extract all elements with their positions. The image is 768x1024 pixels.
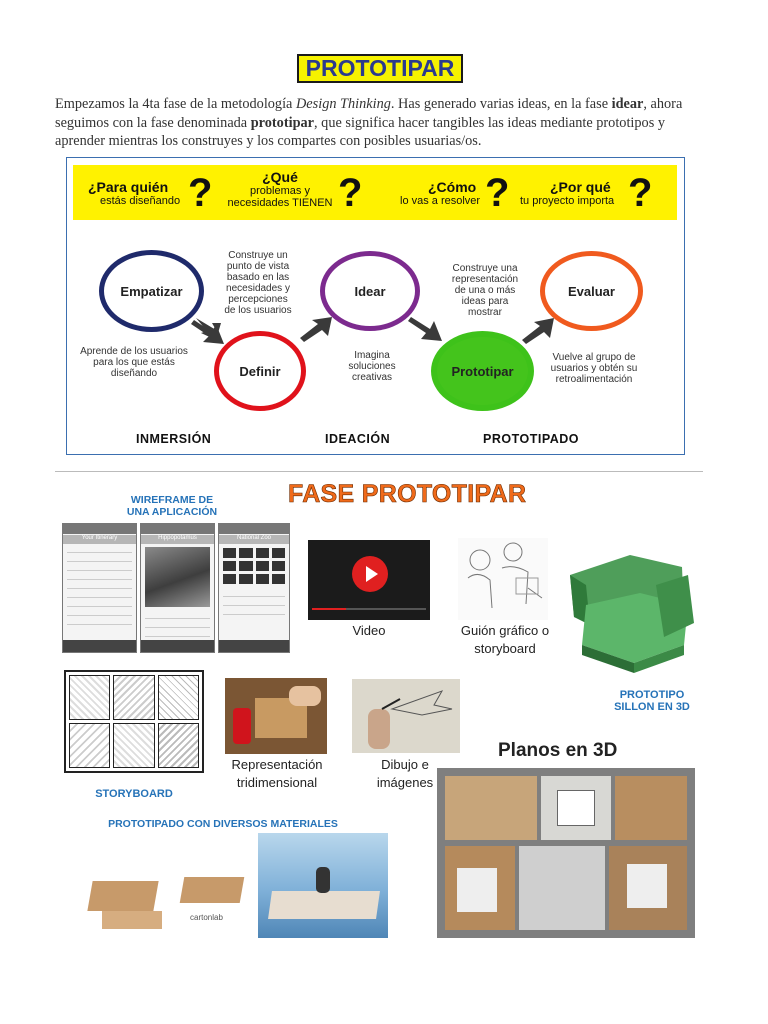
note-definir: Construye un punto de vista basado en las necesidades y percepciones de los usuarios — [224, 250, 292, 316]
intro-bold-prototipar: prototipar — [250, 114, 315, 131]
cardboard-boats-image — [72, 833, 258, 938]
dibujo-image — [352, 679, 460, 753]
gallery-title: FASE PROTOTIPAR — [288, 480, 527, 508]
caption-wireframe: WIREFRAME DE UNA APLICACIÓN — [126, 494, 218, 518]
caption-planos-3d: Planos en 3D — [498, 740, 618, 761]
section-divider — [55, 471, 703, 472]
caption-sillon-3d: PROTOTIPO SILLON EN 3D — [614, 689, 690, 713]
phase-ideacion: IDEACIÓN — [325, 432, 391, 446]
wireframe-phone-1: Your Itinerary — [62, 523, 137, 653]
storyboard-comic-image — [64, 670, 204, 773]
question-como: ¿Cómo lo vas a resolver — [400, 179, 481, 207]
note-evaluar: Vuelve al grupo de usuarios y obtén su retroalimentación — [550, 352, 638, 385]
wireframe-phone-3: National Zoo — [218, 523, 290, 653]
intro-italic: Design Thinking — [295, 96, 391, 112]
caption-storyboard-sketch: Guión gráfico o storyboard — [460, 623, 550, 656]
stage-idear: Idear — [320, 251, 420, 331]
floor-plan-3d-image — [437, 768, 695, 938]
stage-definir: Definir — [214, 331, 306, 411]
caption-dibujo: Dibujo e imágenes — [376, 757, 434, 790]
tridimensional-image — [225, 678, 327, 754]
caption-materiales: PROTOTIPADO CON DIVERSOS MATERIALES — [108, 818, 338, 830]
question-por-que: ¿Por qué tu proyecto importa — [520, 179, 615, 207]
intro-text-4: , que significa hacer tangibles las ideas mediante prototipos y aprender mientras los construyes y los compartes con posibles usuarias/os. — [55, 114, 665, 149]
stage-evaluar: Evaluar — [540, 251, 643, 331]
arrow-icon — [300, 317, 332, 342]
note-prototipar: Construye una representación de una o más ideas para mostrar — [451, 263, 519, 318]
caption-video: Video — [352, 623, 386, 638]
note-idear: Imagina soluciones creativas — [348, 350, 396, 383]
intro-paragraph — [55, 95, 705, 151]
armchair-3d-image — [560, 545, 700, 680]
intro-text-3: , ahora seguimos con la fase denominada — [55, 96, 683, 131]
question-para-quien: ¿Para quién estás diseñando — [88, 179, 181, 207]
arrow-icon — [408, 317, 442, 341]
play-icon — [352, 556, 388, 592]
stage-prototipar: Prototipar — [431, 331, 534, 411]
cardboard-kayak-photo — [258, 833, 388, 938]
note-empatizar: Aprende de los usuarios para los que estás diseñando — [80, 346, 188, 379]
wireframe-phone-2: Hippopotamus — [140, 523, 215, 653]
hippo-image — [145, 547, 210, 607]
caption-representacion: Representación tridimensional — [231, 757, 323, 790]
page-title: PROTOTIPAR — [297, 54, 463, 83]
arrow-icon — [522, 318, 554, 344]
video-thumbnail[interactable] — [308, 540, 430, 620]
phase-inmersion: INMERSIÓN — [136, 432, 212, 446]
question-mark-icon: ? — [485, 171, 510, 215]
intro-text-1: Empezamos la 4ta fase de la metodología — [55, 96, 296, 112]
stage-empatizar: Empatizar — [99, 250, 204, 332]
storyboard-sketch-image — [458, 538, 548, 620]
caption-storyboard: STORYBOARD — [95, 788, 173, 800]
question-mark-icon: ? — [338, 171, 363, 215]
intro-bold-idear: idear — [611, 96, 644, 112]
phase-prototipado: PROTOTIPADO — [483, 432, 580, 446]
question-mark-icon: ? — [188, 171, 213, 215]
question-que: ¿Qué problemas y necesidades TIENEN — [227, 169, 333, 209]
intro-text-2: . Has generado varias ideas, en la fase — [390, 96, 612, 112]
cartonlab-logo: cartonlab — [190, 913, 223, 922]
question-mark-icon: ? — [628, 171, 653, 215]
